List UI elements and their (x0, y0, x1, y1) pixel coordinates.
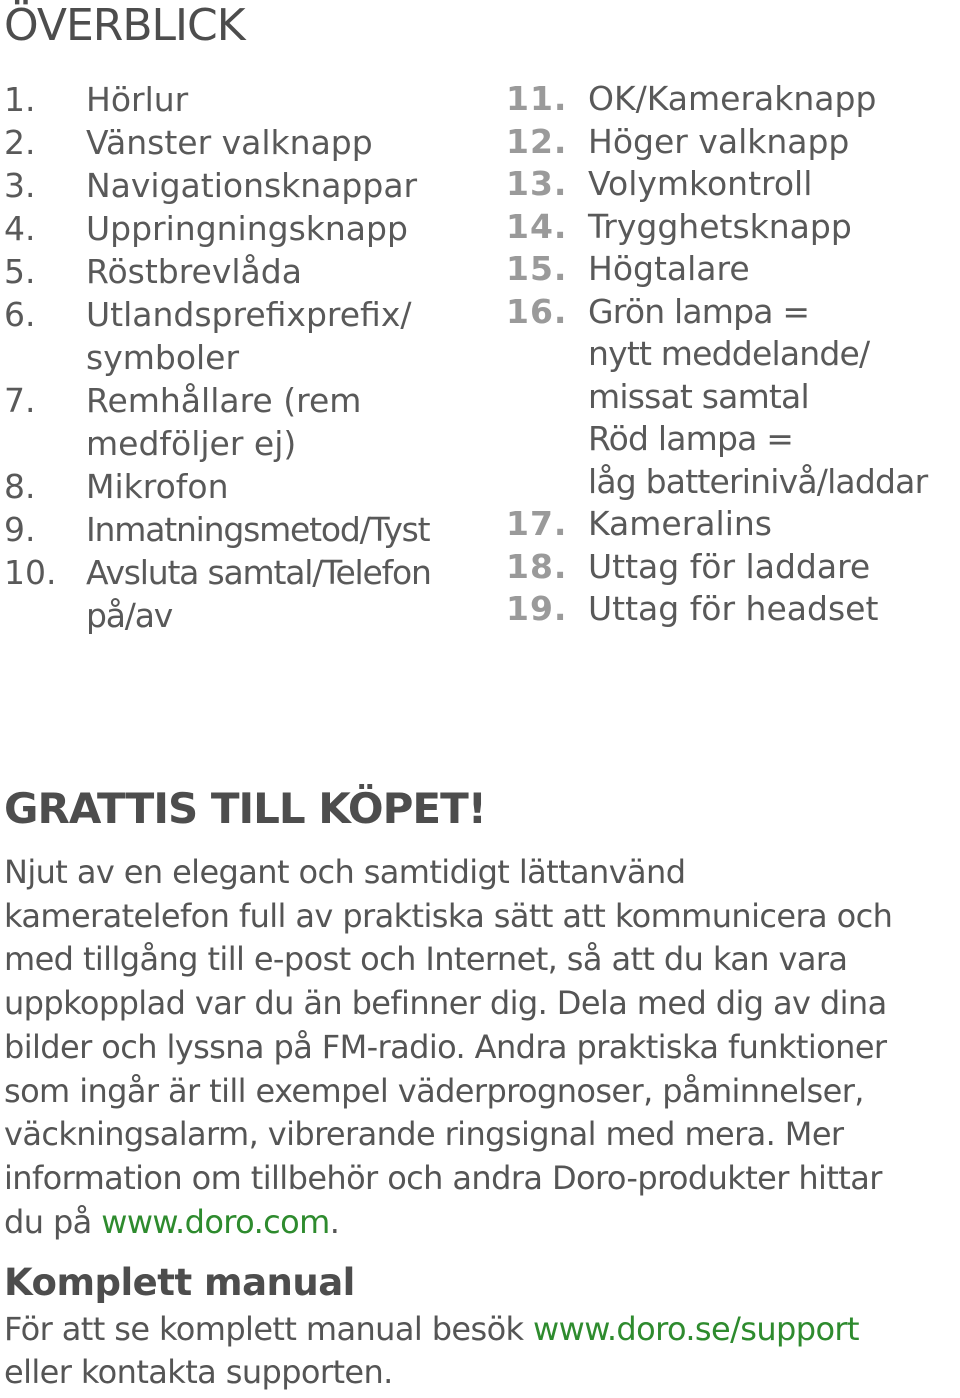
list-item (506, 78, 960, 121)
paragraph-text: För att se komplett manual besök (4, 1310, 534, 1348)
doro-website-link[interactable]: www.doro.com (101, 1202, 330, 1241)
paragraph-text: du på (4, 1202, 102, 1241)
list-item (506, 248, 960, 291)
item-number: 10. (4, 553, 57, 592)
list-item (4, 78, 474, 121)
item-number: 14. (506, 206, 568, 246)
item-label-line: på/av (86, 596, 173, 635)
item-label (588, 291, 960, 504)
item-label (588, 546, 960, 589)
item-label (86, 293, 474, 379)
overview-list-right (506, 78, 960, 631)
item-label-line: medföljer ej) (86, 424, 297, 463)
item-label (588, 78, 960, 121)
list-item (506, 588, 960, 631)
item-number: 1. (4, 80, 36, 119)
item-number: 11. (506, 79, 568, 118)
item-number: 18. (506, 546, 568, 586)
item-label (588, 163, 960, 206)
item-label (588, 588, 960, 631)
item-label-line: Navigationsknappar (86, 166, 418, 205)
list-item (4, 551, 474, 637)
item-label-line: Grön lampa = (588, 291, 810, 331)
item-label (86, 379, 474, 465)
list-item (506, 121, 960, 164)
overview-list-left (4, 78, 474, 637)
item-number: 8. (4, 467, 36, 506)
item-number: 13. (506, 164, 568, 203)
list-item (4, 508, 474, 551)
manual-paragraph (4, 1308, 960, 1394)
item-number: 15. (506, 249, 568, 288)
item-label (86, 121, 474, 164)
item-label-line: Röstbrevlåda (86, 252, 302, 291)
item-number: 6. (4, 295, 36, 334)
item-label-line: nytt meddelande/ (588, 334, 870, 373)
list-item (506, 546, 960, 589)
page-title: ÖVERBLICK (4, 0, 245, 51)
list-item (506, 163, 960, 206)
paragraph-line: med tillgång till e-post och Internet, så att du kan vara (4, 940, 848, 979)
list-item (506, 291, 960, 504)
paragraph-line: bilder och lyssna på FM-radio. Andra praktiska funktioner (4, 1027, 887, 1066)
item-label (86, 551, 474, 637)
manual-heading: Komplett manual (4, 1261, 355, 1304)
paragraph-line (4, 1201, 960, 1245)
paragraph-line: väckningsalarm, vibrerande ringsignal med mera. Mer (4, 1115, 844, 1154)
item-number: 16. (506, 291, 568, 331)
item-label-line: Inmatningsmetod/Tyst (86, 510, 430, 549)
item-number: 4. (4, 209, 36, 248)
item-label-line: Kameralins (588, 504, 772, 543)
congrats-heading: GRATTIS TILL KÖPET! (4, 784, 486, 833)
item-number: 2. (4, 123, 36, 162)
item-label-line: Avsluta samtal/Telefon (86, 553, 431, 592)
paragraph-line: uppkopplad var du än befinner dig. Dela med dig av dina (4, 984, 887, 1023)
item-label-line: Remhållare (rem (86, 381, 362, 420)
list-item (4, 465, 474, 508)
item-number: 3. (4, 166, 36, 205)
support-link[interactable]: www.doro.se/support (533, 1310, 859, 1348)
item-label-line: Volymkontroll (588, 164, 813, 203)
list-item (4, 250, 474, 293)
item-label-line: Höger valknapp (588, 121, 850, 161)
item-label (86, 465, 474, 508)
item-label (588, 248, 960, 291)
paragraph-line: Njut av en elegant och samtidigt lättanvänd (4, 853, 686, 891)
item-label (588, 121, 960, 164)
item-label (86, 508, 474, 551)
item-label-line: symboler (86, 338, 240, 377)
item-number: 7. (4, 381, 36, 420)
list-item (4, 121, 474, 164)
item-label-line: Mikrofon (86, 467, 229, 506)
list-item (506, 206, 960, 249)
item-label-line: missat samtal (588, 376, 809, 416)
item-label (588, 206, 960, 249)
item-label-line: Röd lampa = (588, 419, 794, 458)
item-label (588, 503, 960, 546)
item-label-line: Uttag för laddare (588, 546, 871, 586)
list-item (4, 293, 474, 379)
paragraph-line: som ingår är till exempel väderprognoser, påminnelser, (4, 1071, 864, 1110)
congrats-paragraph (4, 851, 960, 1244)
item-label (86, 164, 474, 207)
item-label (86, 78, 474, 121)
list-item (506, 503, 960, 546)
list-item (4, 207, 474, 250)
paragraph-text: . (329, 1202, 340, 1241)
item-label-line: Vänster valknapp (86, 123, 373, 162)
item-label-line: Uttag för headset (588, 589, 879, 628)
item-label-line: Uppringningsknapp (86, 209, 408, 248)
paragraph-line: information om tillbehör och andra Doro-produkter hittar (4, 1158, 882, 1197)
item-label (86, 250, 474, 293)
list-item (4, 379, 474, 465)
item-label-line: OK/Kameraknapp (588, 79, 877, 118)
item-label (86, 207, 474, 250)
item-label-line: låg batterinivå/laddar (588, 461, 928, 501)
item-number: 5. (4, 252, 36, 291)
paragraph-line: eller kontakta supporten. (4, 1353, 393, 1391)
item-number: 9. (4, 510, 36, 549)
item-number: 12. (506, 121, 568, 161)
item-label-line: Hörlur (86, 80, 189, 119)
item-label-line: Högtalare (588, 249, 750, 288)
item-label-line: Trygghetsknapp (588, 206, 852, 246)
item-number: 19. (506, 589, 568, 628)
list-item (4, 164, 474, 207)
item-number: 17. (506, 504, 568, 543)
item-label-line: Utlandsprefixprefix/ (86, 295, 412, 334)
paragraph-line: kameratelefon full av praktiska sätt att kommunicera och (4, 896, 893, 935)
paragraph-line (4, 1308, 960, 1351)
